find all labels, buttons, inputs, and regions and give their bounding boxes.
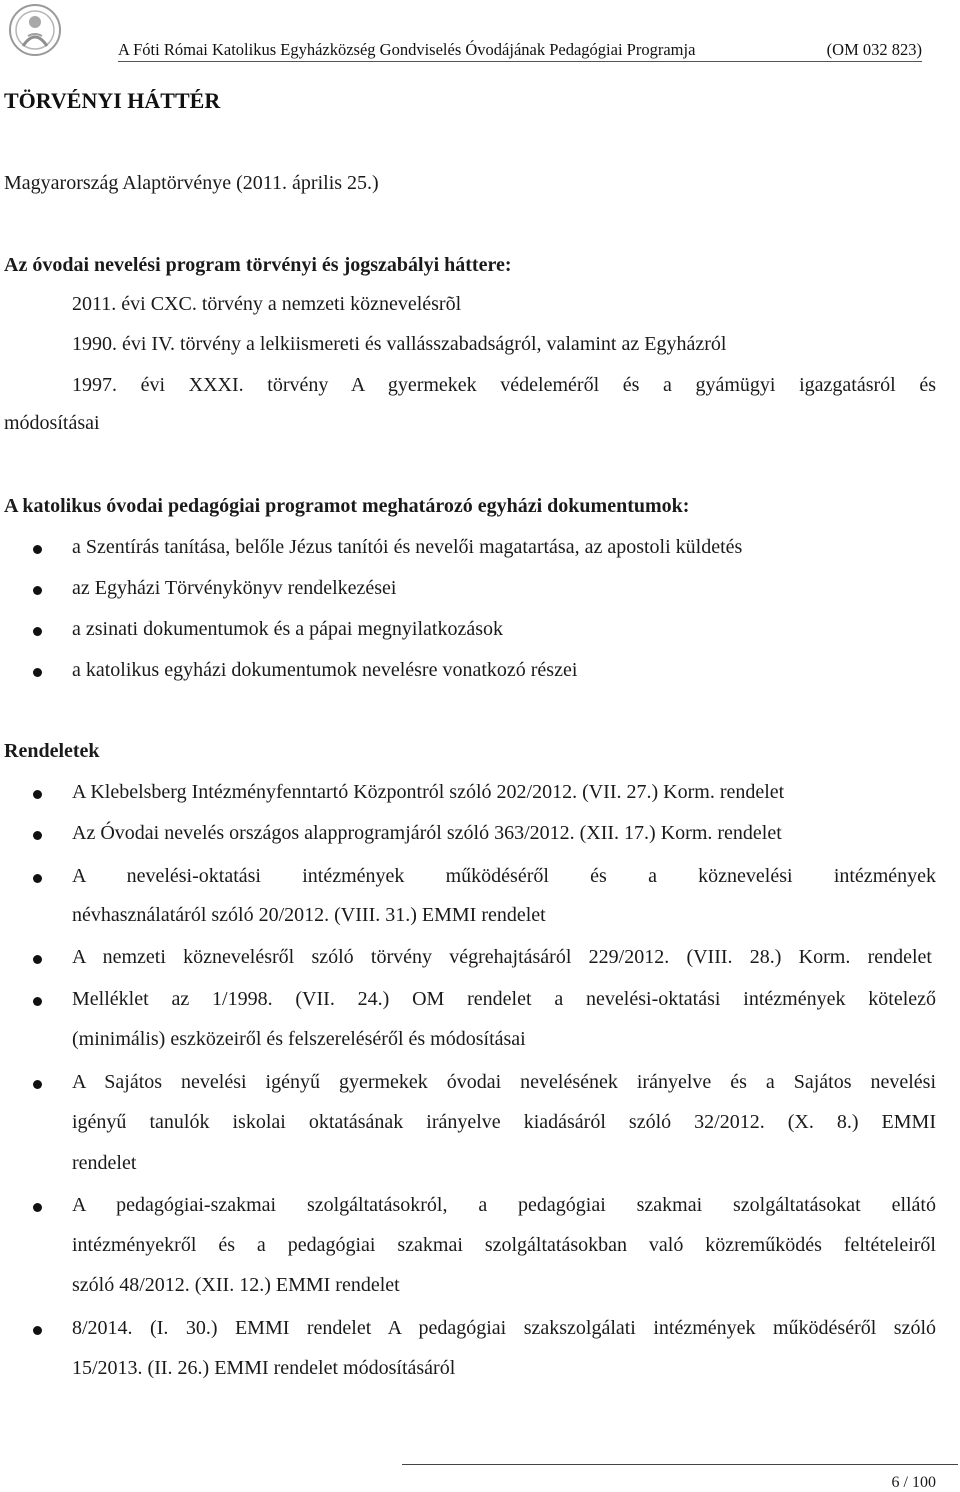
bullet-icon	[33, 790, 42, 799]
decree-item: Az Óvodai nevelés országos alapprogramjáról szóló 363/2012. (XII. 17.) Korm. rendelet	[72, 822, 782, 844]
decree-item: 8/2014. (I. 30.) EMMI rendelet A pedagógiai szakszolgálati intézmények működéséről szóló	[72, 1317, 936, 1339]
decree-item-continuation: névhasználatáról szóló 20/2012. (VIII. 31.) EMMI rendelet	[72, 904, 546, 926]
church-doc-item: a zsinati dokumentumok és a pápai megnyilatkozások	[72, 618, 503, 640]
decrees-heading: Rendeletek	[4, 740, 100, 762]
bullet-icon	[33, 874, 42, 883]
decree-item: A Sajátos nevelési igényű gyermekek óvodai nevelésének irányelve és a Sajátos nevelési	[72, 1071, 936, 1093]
bullet-icon	[33, 1326, 42, 1335]
footer-divider	[402, 1464, 958, 1465]
law-item-continuation: módosításai	[4, 412, 100, 434]
church-doc-item: az Egyházi Törvénykönyv rendelkezései	[72, 577, 397, 599]
parish-logo-icon	[6, 2, 64, 58]
page-number: 6 / 100	[891, 1474, 936, 1491]
alaptorveny-line: Magyarország Alaptörvénye (2011. április 25.)	[4, 172, 379, 194]
bullet-icon	[33, 545, 42, 554]
header-om-number: (OM 032 823)	[826, 40, 922, 59]
bullet-icon	[33, 627, 42, 636]
church-docs-heading: A katolikus óvodai pedagógiai programot meghatározó egyházi dokumentumok:	[4, 495, 690, 517]
decree-item: Melléklet az 1/1998. (VII. 24.) OM rendelet a nevelési-oktatási intézmények kötelező	[72, 988, 936, 1010]
section-title: TÖRVÉNYI HÁTTÉR	[4, 88, 221, 113]
bullet-icon	[33, 831, 42, 840]
law-item: 2011. évi CXC. törvény a nemzeti köznevelésrõl	[72, 293, 462, 315]
decree-item-continuation: 15/2013. (II. 26.) EMMI rendelet módosításáról	[72, 1357, 456, 1379]
bullet-icon	[33, 997, 42, 1006]
decree-item-continuation: intézményekről és a pedagógiai szakmai szolgáltatásokban való közreműködés feltételeiről	[72, 1234, 936, 1256]
decree-item: A nevelési-oktatási intézmények működéséről és a köznevelési intézmények	[72, 865, 936, 887]
page-header	[118, 40, 922, 62]
decree-item-continuation: (minimális) eszközeiről és felszereléséről és módosításai	[72, 1028, 526, 1050]
decree-item-continuation: szóló 48/2012. (XII. 12.) EMMI rendelet	[72, 1274, 400, 1296]
law-item: 1997. évi XXXI. törvény A gyermekek védeleméről és a gyámügyi igazgatásról és	[72, 374, 936, 396]
decree-item: A pedagógiai-szakmai szolgáltatásokról, a pedagógiai szakmai szolgáltatásokat ellátó	[72, 1194, 936, 1216]
decree-item-continuation: igényű tanulók iskolai oktatásának irányelve kiadásáról szóló 32/2012. (X. 8.) EMMI	[72, 1111, 936, 1133]
bullet-icon	[33, 1203, 42, 1212]
church-doc-item: a katolikus egyházi dokumentumok nevelésre vonatkozó részei	[72, 659, 578, 681]
decree-item-continuation: rendelet	[72, 1152, 137, 1174]
header-title: A Fóti Római Katolikus Egyházközség Gondviselés Óvodájának Pedagógiai Programja	[118, 40, 696, 59]
legal-heading: Az óvodai nevelési program törvényi és jogszabályi háttere:	[4, 254, 512, 276]
bullet-icon	[33, 1080, 42, 1089]
church-doc-item: a Szentírás tanítása, belőle Jézus tanítói és nevelői magatartása, az apostoli küldetés	[72, 536, 743, 558]
bullet-icon	[33, 586, 42, 595]
bullet-icon	[33, 955, 42, 964]
decree-item: A nemzeti köznevelésről szóló törvény végrehajtásáról 229/2012. (VIII. 28.) Korm. rendelet	[72, 946, 932, 968]
law-item: 1990. évi IV. törvény a lelkiismereti és vallásszabadságról, valamint az Egyházról	[72, 333, 727, 355]
bullet-icon	[33, 668, 42, 677]
decree-item: A Klebelsberg Intézményfenntartó Központról szóló 202/2012. (VII. 27.) Korm. rendelet	[72, 781, 785, 803]
